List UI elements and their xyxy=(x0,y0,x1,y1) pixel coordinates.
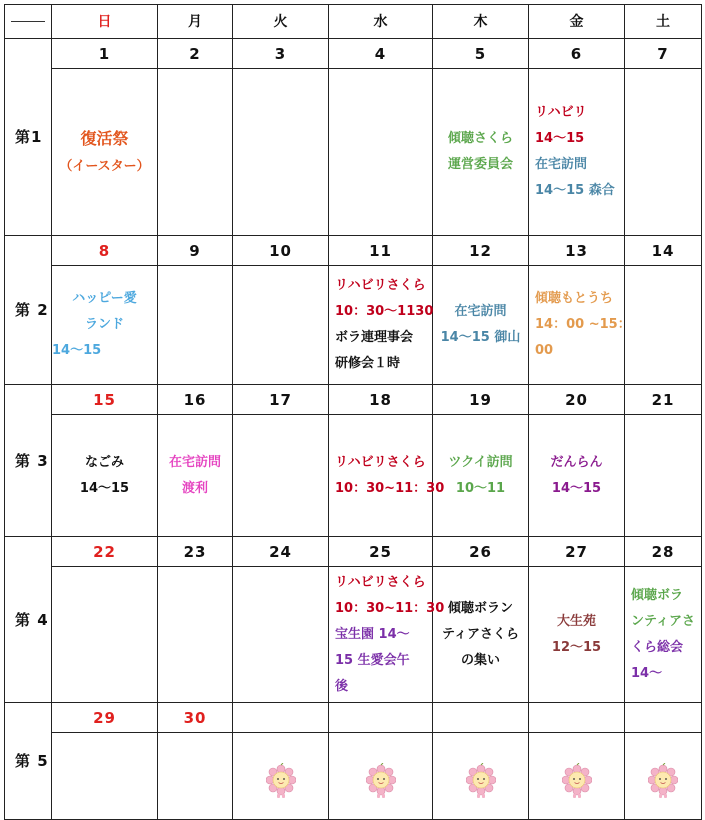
week-label: 第 3 xyxy=(5,385,52,537)
event-cell xyxy=(329,733,433,820)
weekday-sun: 日 xyxy=(52,5,158,39)
date-cell: 15 xyxy=(52,385,158,415)
flower-mascot-icon xyxy=(366,763,396,799)
event-cell xyxy=(329,266,433,385)
date-cell: 20 xyxy=(529,385,625,415)
weekday-mon: 月 xyxy=(158,5,233,39)
event-text: 10：30~11：30 xyxy=(335,600,445,616)
event-text: 研修会１時 xyxy=(335,356,401,371)
week2-date-row xyxy=(5,236,702,266)
event-text: 10：30～1130 xyxy=(335,304,434,319)
date-cell: 6 xyxy=(529,39,625,69)
date-cell: 13 xyxy=(529,236,625,266)
date-cell: 14 xyxy=(625,236,702,266)
event-text: 00 xyxy=(535,343,554,358)
date-cell xyxy=(625,703,702,733)
event-text: ティアさくら xyxy=(442,626,519,642)
event-text: 12～15 xyxy=(551,639,602,655)
event-text: ハッピー愛 xyxy=(72,291,137,306)
event-cell xyxy=(625,69,702,236)
date-cell: 4 xyxy=(329,39,433,69)
event-cell xyxy=(329,69,433,236)
weekday-wed: 水 xyxy=(329,5,433,39)
week2-event-row xyxy=(5,266,702,385)
event-text: の集い xyxy=(460,652,500,668)
event-text: 傾聴さくら xyxy=(447,131,513,146)
weekday-sat: 土 xyxy=(625,5,702,39)
week-label: 第 4 xyxy=(5,537,52,703)
date-cell: 30 xyxy=(158,703,233,733)
event-text: リハビリさくら xyxy=(335,278,426,293)
event-cell xyxy=(625,733,702,820)
week4-event-row xyxy=(5,567,702,703)
weekday-header-row xyxy=(5,5,702,39)
event-text: なごみ xyxy=(84,454,124,470)
week5-event-row xyxy=(5,733,702,820)
date-cell xyxy=(433,703,529,733)
event-cell xyxy=(625,415,702,537)
calendar-table xyxy=(4,4,702,820)
event-text: 14～15 御山 xyxy=(440,330,521,345)
event-text: 宝生園 14～ xyxy=(335,626,410,642)
date-cell: 9 xyxy=(158,236,233,266)
event-text: 14～15 xyxy=(551,480,602,496)
date-cell: 19 xyxy=(433,385,529,415)
event-text: リハビリさくら xyxy=(335,454,426,470)
date-cell: 8 xyxy=(52,236,158,266)
date-cell: 12 xyxy=(433,236,529,266)
event-text: リハビリ xyxy=(535,105,587,120)
date-cell: 10 xyxy=(233,236,329,266)
week1-event-row xyxy=(5,69,702,236)
event-text: くら総会 xyxy=(631,639,684,655)
date-cell xyxy=(529,703,625,733)
date-cell: 28 xyxy=(625,537,702,567)
date-cell: 3 xyxy=(233,39,329,69)
event-cell xyxy=(52,266,158,385)
event-cell xyxy=(233,733,329,820)
week4-date-row xyxy=(5,537,702,567)
date-cell: 7 xyxy=(625,39,702,69)
date-cell xyxy=(233,703,329,733)
week-label: 第1 xyxy=(5,39,52,236)
event-text: 傾聴もとうち xyxy=(535,291,614,306)
flower-mascot-icon xyxy=(562,763,592,799)
event-text: 在宅訪問 xyxy=(168,454,221,470)
event-text: 15 生愛会午 xyxy=(335,652,410,668)
event-text: 在宅訪問 xyxy=(535,157,588,172)
date-cell: 26 xyxy=(433,537,529,567)
week3-event-row xyxy=(5,415,702,537)
event-text: 後 xyxy=(335,678,349,694)
event-text: ツクイ訪問 xyxy=(448,454,513,470)
flower-mascot-icon xyxy=(266,763,296,799)
date-cell: 5 xyxy=(433,39,529,69)
event-text: だんらん xyxy=(550,454,603,470)
event-cell xyxy=(329,415,445,537)
event-text: 14～15 xyxy=(79,480,130,496)
date-cell: 18 xyxy=(329,385,433,415)
date-cell: 25 xyxy=(329,537,433,567)
event-cell xyxy=(52,69,158,236)
week5-date-row xyxy=(5,703,702,733)
corner-cell xyxy=(5,5,52,39)
weekday-tue: 火 xyxy=(233,5,329,39)
event-text: 14～15 xyxy=(535,131,585,146)
event-text: 在宅訪問 xyxy=(454,304,507,319)
date-cell: 2 xyxy=(158,39,233,69)
flower-mascot-icon xyxy=(648,763,678,799)
event-text: 渡利 xyxy=(181,480,208,496)
date-cell: 17 xyxy=(233,385,329,415)
event-text: 14～15 森合 xyxy=(535,183,615,198)
flower-mascot-icon xyxy=(466,763,496,799)
date-cell: 11 xyxy=(329,236,433,266)
event-cell xyxy=(233,69,329,236)
event-cell xyxy=(433,415,529,537)
week-label: 第 5 xyxy=(5,703,52,820)
date-cell: 23 xyxy=(158,537,233,567)
date-cell: 22 xyxy=(52,537,158,567)
weekday-fri: 金 xyxy=(529,5,625,39)
event-cell xyxy=(529,266,631,385)
event-text: 運営委員会 xyxy=(447,157,513,172)
event-text: 傾聴ボラ xyxy=(631,587,684,603)
event-cell xyxy=(433,567,529,703)
date-cell: 21 xyxy=(625,385,702,415)
date-cell: 16 xyxy=(158,385,233,415)
event-cell xyxy=(529,733,625,820)
event-cell xyxy=(158,69,233,236)
week1-date-row xyxy=(5,39,702,69)
event-text: ランド xyxy=(84,317,124,332)
event-cell xyxy=(329,567,445,703)
event-text: 傾聴ボラン xyxy=(447,600,513,616)
date-cell: 24 xyxy=(233,537,329,567)
event-cell xyxy=(625,567,702,703)
event-cell xyxy=(233,415,329,537)
event-cell xyxy=(233,266,329,385)
event-cell xyxy=(158,266,233,385)
event-cell xyxy=(52,567,158,703)
weekday-thu: 木 xyxy=(433,5,529,39)
event-cell xyxy=(529,415,625,537)
event-cell xyxy=(433,69,529,236)
event-text: 14～ xyxy=(631,665,663,681)
date-cell: 27 xyxy=(529,537,625,567)
event-cell xyxy=(158,567,233,703)
event-text: 14：00 ~15： xyxy=(535,317,631,332)
event-cell xyxy=(529,69,625,236)
event-text: 10：30~11：30 xyxy=(335,480,445,496)
event-cell xyxy=(529,567,625,703)
event-text: ンティアさ xyxy=(631,613,695,629)
event-cell xyxy=(52,415,158,537)
event-text: 大生苑 xyxy=(556,613,596,629)
event-cell xyxy=(158,733,233,820)
event-text: リハビリさくら xyxy=(335,574,426,590)
week3-date-row xyxy=(5,385,702,415)
week-label: 第 2 xyxy=(5,236,52,385)
event-cell xyxy=(158,415,233,537)
event-cell xyxy=(52,733,158,820)
date-cell: 29 xyxy=(52,703,158,733)
event-text: 復活祭 xyxy=(80,129,129,148)
event-text: 14～15 xyxy=(52,343,102,358)
event-cell xyxy=(625,266,702,385)
event-text: （イースター） xyxy=(59,159,150,174)
event-cell xyxy=(433,266,529,385)
event-text: ボラ連理事会 xyxy=(335,330,414,345)
event-cell xyxy=(433,733,529,820)
date-cell xyxy=(329,703,433,733)
event-text: 10～11 xyxy=(455,480,506,496)
date-cell: 1 xyxy=(52,39,158,69)
event-cell xyxy=(233,567,329,703)
